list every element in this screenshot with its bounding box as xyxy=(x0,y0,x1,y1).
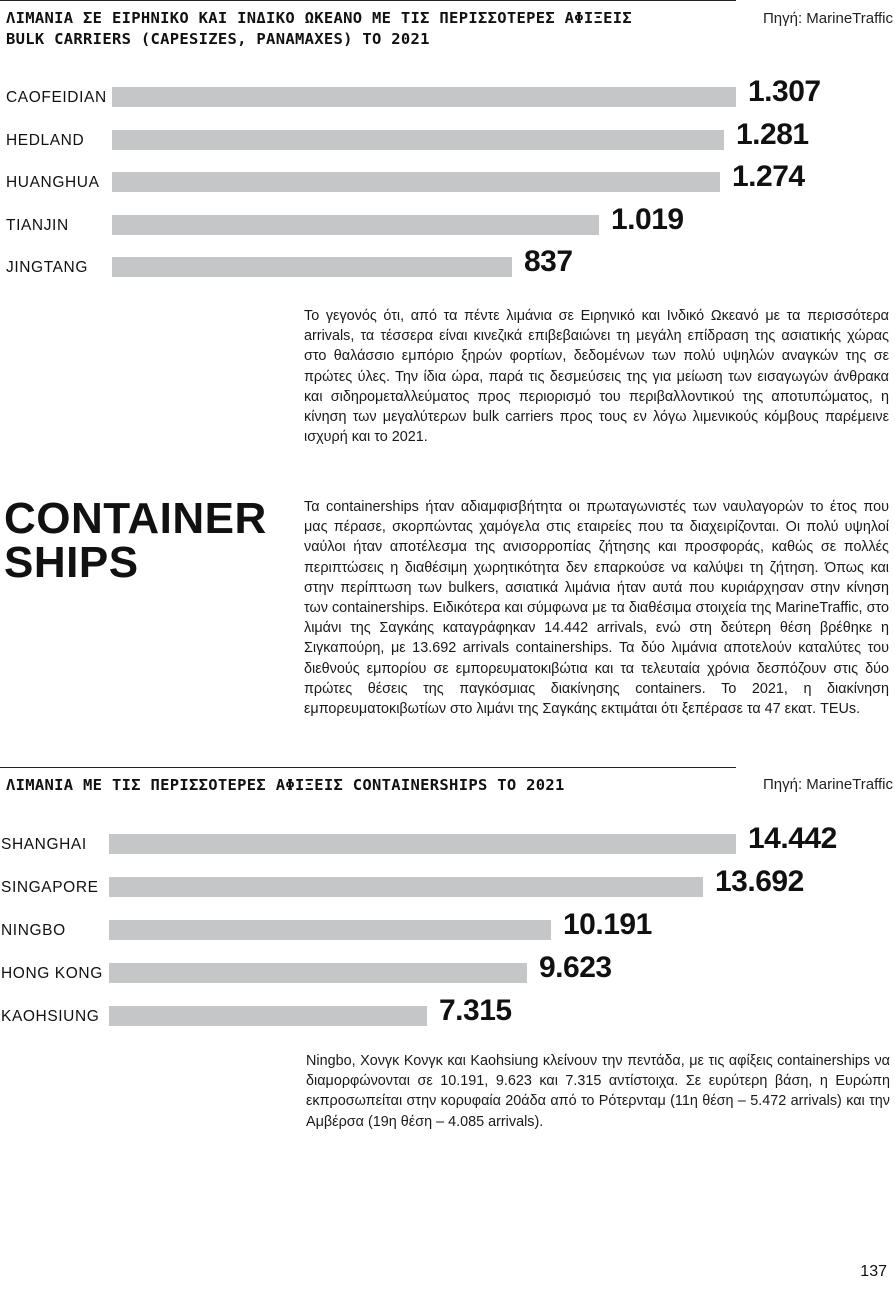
bar-value-label: 1.307 xyxy=(748,75,821,108)
bar-label: TIANJIN xyxy=(6,216,69,234)
bulk-chart-title xyxy=(6,8,632,50)
bar-label: HONG KONG xyxy=(1,965,103,982)
bar xyxy=(109,877,703,897)
bar-value-label: 837 xyxy=(524,245,573,278)
bar xyxy=(109,1006,427,1026)
bulk-chart-title-line1: ΛΙΜΑΝΙΑ ΣΕ ΕΙΡΗΝΙΚΟ ΚΑΙ ΙΝΔΙΚΟ ΩΚΕΑΝΟ ΜΕ ΤΙΣ ΠΕΡΙΣΣΟΤΕΡΕΣ ΑΦΙΞΕΙΣ xyxy=(6,9,633,27)
page-number: 137 xyxy=(860,1263,887,1280)
bar-value-label: 13.692 xyxy=(715,865,804,898)
bar xyxy=(112,172,720,192)
section-heading-line1: CONTAINER xyxy=(4,494,267,543)
container-section-paragraph: Τα containerships ήταν αδιαμφισβήτητα οι πρωταγωνιστές των ναυλαγορών το έτος που μας πέρασε, σκορπώντας χαμόγελα στις εταιρείες που τα διαχειρίζονται. Οι πολύ υψηλοί ναύλοι ήταν αποτέλεσμα της ανισορροπίας ζήτησης και προσφοράς, καθώς σε πολλές περιπτώσεις η διαθέσιμη χωρητικότητα δεν επαρκούσε να καλύψει τη ζήτηση. Όπως και στην περίπτωση των bulkers, ασιατικά λιμάνια ήταν αυτά που κυριάρχησαν στην κίνηση των containerships. Ειδικότερα και σύμφωνα με τα διαθέσιμα στοιχεία της MarineTraffic, στο λιμάνι της Σαγκάης καταγράφηκαν 14.442 arrivals, ενώ στη δεύτερη θέση βρέθηκε η Σιγκαπούρη, με 13.692 arrivals containerships. Τα δύο λιμάνια αποτελούν καταλύτες του διεθνούς εμπορίου σε εμπορευματοκιβώτια και τα τελευταία χρόνια δεσπόζουν στις δύο πρώτες θέσεις της παγκόσμιας διακίνησης containers. Το 2021, η διακίνηση εμπορευματοκιβωτίων στο λιμάνι της Σαγκάης εκτιμάται ότι ξεπέρασε τα 47 εκατ. TEUs. xyxy=(304,499,889,718)
bar xyxy=(109,920,551,940)
bulk-chart-source: Πηγή: MarineTraffic xyxy=(762,10,893,27)
bulk-paragraph: Το γεγονός ότι, από τα πέντε λιμάνια σε Ειρηνικό και Ινδικό Ωκεανό με τα περισσότερα arrivals, τα τέσσερα είναι κινεζικά επιβεβαιώνει τη μεγάλη επίδραση της ασιατικής χώρας στο θαλάσσιο εμπόριο ξηρών φορτίων, δεδομένων των πολύ υψηλών αναγκών της σε πρώτες ύλες. Την ίδια ώρα, παρά τις δεσμεύσεις της για μείωση των εισαγωγών άνθρακα και σιδηρομεταλλεύματος προς περιορισμό του περιβαλλοντικού της αποτυπώματος, η κίνηση των μεγαλύτερων bulk carriers προς τους εν λόγω λιμενικούς κόμβους παρέμεινε ισχυρή και το 2021. xyxy=(304,308,889,446)
bar-label: HUANGHUA xyxy=(6,174,100,191)
bar xyxy=(112,130,724,150)
bar-value-label: 9.623 xyxy=(539,951,612,984)
bar-value-label: 14.442 xyxy=(748,822,837,855)
bar-value-label: 1.281 xyxy=(736,117,809,151)
bar-label: HEDLAND xyxy=(6,131,85,149)
bar-label: KAOHSIUNG xyxy=(1,1008,100,1025)
bar xyxy=(109,963,527,983)
bar xyxy=(112,87,736,107)
section-heading xyxy=(4,494,267,587)
bar-label: SHANGHAI xyxy=(1,836,87,853)
bar-value-label: 1.274 xyxy=(732,160,805,193)
container-paragraph: Ningbo, Χονγκ Κονγκ και Kaohsiung κλείνουν την πεντάδα, με τις αφίξεις containerships να διαμορφώνονται σε 10.191, 9.623 και 7.315 αντίστοιχα. Σε ευρύτερη βάση, η Ευρώπη εκπροσωπείται στην κορυφαία 20άδα από το Ρότερνταμ (11η θέση – 5.472 arrivals) και την Αμβέρσα (19η θέση – 4.085 arrivals). xyxy=(306,1053,890,1130)
bar-label: NINGBO xyxy=(1,922,66,939)
bulk-chart-title-line2: BULK CARRIERS (CAPESIZES, PANAMAXES) ΤΟ 2021 xyxy=(6,30,430,48)
bar xyxy=(112,215,599,235)
container-chart-rule xyxy=(0,767,736,768)
bar-value-label: 10.191 xyxy=(563,908,652,941)
bar xyxy=(112,257,512,277)
top-rule xyxy=(0,0,736,1)
bar-label: CAOFEIDIAN xyxy=(6,89,107,106)
section-heading-line2: SHIPS xyxy=(4,538,139,587)
container-chart-source: Πηγή: MarineTraffic xyxy=(762,776,893,793)
bar xyxy=(109,834,736,854)
container-chart-title: ΛΙΜΑΝΙΑ ΜΕ ΤΙΣ ΠΕΡΙΣΣΟΤΕΡΕΣ ΑΦΙΞΕΙΣ CONTAINERSHIPS ΤΟ 2021 xyxy=(6,776,565,794)
bar-label: SINGAPORE xyxy=(1,879,99,896)
bar-label: JINGTANG xyxy=(6,259,89,276)
bar-value-label: 1.019 xyxy=(611,202,684,236)
bar-value-label: 7.315 xyxy=(439,994,512,1027)
